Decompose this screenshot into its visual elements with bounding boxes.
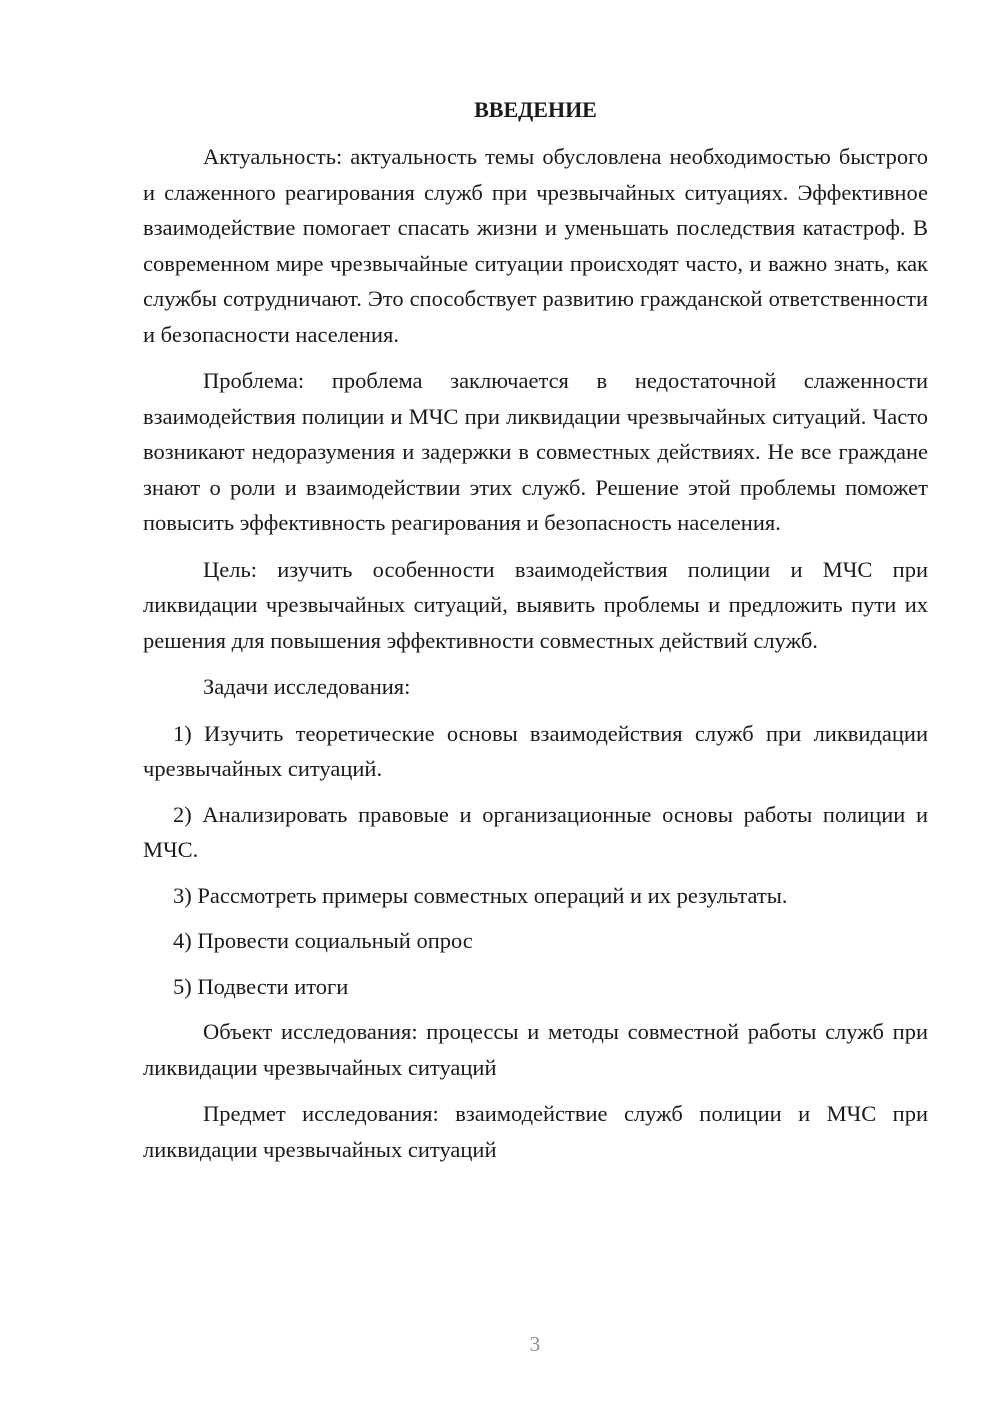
list-item: 5) Подвести итоги bbox=[173, 973, 349, 999]
tasks-heading: Задачи исследования: bbox=[203, 674, 411, 699]
page-content bbox=[143, 92, 928, 1178]
list-item: 4) Провести социальный опрос bbox=[173, 928, 473, 953]
page-number: 3 bbox=[529, 1332, 541, 1356]
paragraph-goal: Цель: изучить особенности взаимодействия полиции и МЧС при ликвидации чрезвычайных ситуаций, выявить проблемы и предложить пути их решения для повышения эффективности совместных действий служб. bbox=[143, 556, 928, 653]
paragraph-subject: Предмет исследования: взаимодействие служб полиции и МЧС при ликвидации чрезвычайных ситуаций bbox=[143, 1101, 928, 1162]
paragraph-problem: Проблема: проблема заключается в недостаточной слаженности взаимодействия полиции и МЧС при ликвидации чрезвычайных ситуаций. Часто возникают недоразумения и задержки в совместных действиях. Не все граждане знают о роли и взаимодействии этих служб. Решение этой проблемы поможет повысить эффективность реагирования и безопасность населения. bbox=[143, 368, 928, 535]
list-item: 1) Изучить теоретические основы взаимодействия служб при ликвидации чрезвычайных ситуаций. bbox=[143, 720, 928, 781]
paragraph-object: Объект исследования: процессы и методы совместной работы служб при ликвидации чрезвычайных ситуаций bbox=[143, 1019, 928, 1080]
list-item: 2) Анализировать правовые и организационные основы работы полиции и МЧС. bbox=[143, 801, 928, 862]
tasks-list bbox=[143, 716, 928, 1005]
list-item: 3) Рассмотреть примеры совместных операций и их результаты. bbox=[173, 882, 788, 908]
page-title: ВВЕДЕНИЕ bbox=[474, 97, 597, 122]
paragraph-relevance: Актуальность: актуальность темы обусловлена необходимостью быстрого и слаженного реагирования служб при чрезвычайных ситуациях. Эффективное взаимодействие помогает спасать жизни и уменьшать последствия катастроф. В современном мире чрезвычайные ситуации происходят часто, и важно знать, как службы сотрудничают. Это способствует развитию гражданской ответственности и безопасности населения. bbox=[143, 144, 928, 347]
